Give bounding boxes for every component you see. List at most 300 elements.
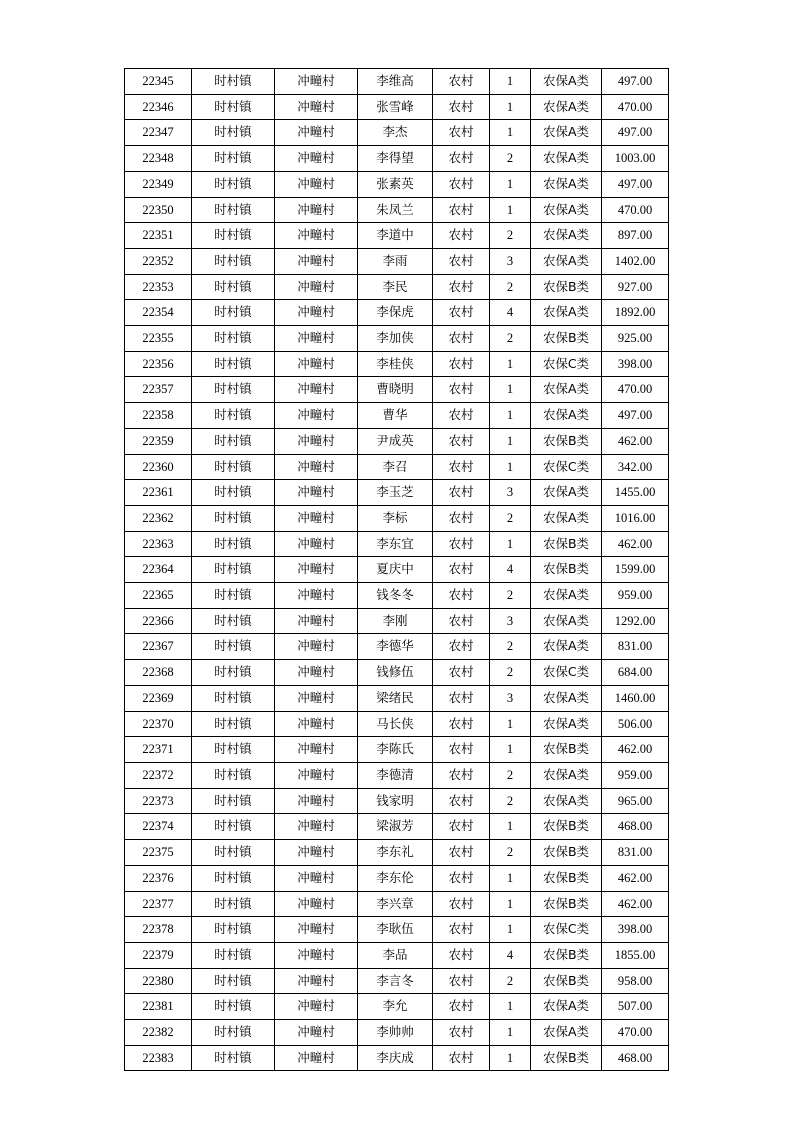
cell-id: 22354	[125, 300, 192, 326]
cell-household-type: 农村	[433, 505, 490, 531]
cell-id: 22381	[125, 994, 192, 1020]
cell-amount: 965.00	[602, 788, 669, 814]
cell-name: 钱冬冬	[358, 583, 433, 609]
cell-household-type: 农村	[433, 840, 490, 866]
table-row	[125, 968, 669, 994]
table-row	[125, 788, 669, 814]
cell-category: 农保A类	[531, 505, 602, 531]
cell-person-count: 1	[490, 737, 531, 763]
cell-household-type: 农村	[433, 968, 490, 994]
cell-village: 冲疃村	[275, 94, 358, 120]
cell-village: 冲疃村	[275, 69, 358, 95]
cell-town: 时村镇	[192, 788, 275, 814]
cell-village: 冲疃村	[275, 814, 358, 840]
cell-household-type: 农村	[433, 994, 490, 1020]
cell-household-type: 农村	[433, 146, 490, 172]
cell-name: 李耿伍	[358, 917, 433, 943]
cell-amount: 462.00	[602, 891, 669, 917]
cell-amount: 462.00	[602, 428, 669, 454]
cell-name: 李得望	[358, 146, 433, 172]
cell-town: 时村镇	[192, 428, 275, 454]
cell-household-type: 农村	[433, 531, 490, 557]
cell-amount: 497.00	[602, 69, 669, 95]
cell-category: 农保A类	[531, 197, 602, 223]
table-row	[125, 351, 669, 377]
cell-town: 时村镇	[192, 994, 275, 1020]
cell-household-type: 农村	[433, 428, 490, 454]
cell-id: 22367	[125, 634, 192, 660]
cell-village: 冲疃村	[275, 505, 358, 531]
cell-village: 冲疃村	[275, 865, 358, 891]
cell-household-type: 农村	[433, 891, 490, 917]
cell-name: 李召	[358, 454, 433, 480]
cell-name: 李陈氏	[358, 737, 433, 763]
cell-household-type: 农村	[433, 197, 490, 223]
table-row	[125, 994, 669, 1020]
cell-amount: 684.00	[602, 660, 669, 686]
cell-id: 22359	[125, 428, 192, 454]
cell-village: 冲疃村	[275, 223, 358, 249]
cell-town: 时村镇	[192, 762, 275, 788]
table-row	[125, 146, 669, 172]
cell-amount: 462.00	[602, 531, 669, 557]
cell-category: 农保A类	[531, 403, 602, 429]
table-row	[125, 120, 669, 146]
cell-name: 李德华	[358, 634, 433, 660]
cell-category: 农保B类	[531, 737, 602, 763]
cell-id: 22347	[125, 120, 192, 146]
cell-id: 22360	[125, 454, 192, 480]
cell-village: 冲疃村	[275, 737, 358, 763]
cell-name: 李玉芝	[358, 480, 433, 506]
cell-village: 冲疃村	[275, 171, 358, 197]
cell-person-count: 1	[490, 351, 531, 377]
table-row	[125, 865, 669, 891]
subsidy-table	[124, 68, 669, 1071]
cell-person-count: 1	[490, 94, 531, 120]
cell-id: 22357	[125, 377, 192, 403]
cell-amount: 470.00	[602, 197, 669, 223]
cell-town: 时村镇	[192, 197, 275, 223]
cell-town: 时村镇	[192, 1045, 275, 1071]
cell-name: 张素英	[358, 171, 433, 197]
cell-town: 时村镇	[192, 891, 275, 917]
cell-id: 22346	[125, 94, 192, 120]
cell-village: 冲疃村	[275, 1020, 358, 1046]
cell-village: 冲疃村	[275, 942, 358, 968]
cell-id: 22362	[125, 505, 192, 531]
cell-id: 22361	[125, 480, 192, 506]
cell-town: 时村镇	[192, 711, 275, 737]
cell-person-count: 2	[490, 505, 531, 531]
cell-category: 农保A类	[531, 583, 602, 609]
table-row	[125, 94, 669, 120]
cell-household-type: 农村	[433, 660, 490, 686]
cell-household-type: 农村	[433, 120, 490, 146]
cell-household-type: 农村	[433, 608, 490, 634]
cell-category: 农保A类	[531, 69, 602, 95]
cell-category: 农保C类	[531, 917, 602, 943]
cell-person-count: 1	[490, 711, 531, 737]
cell-category: 农保B类	[531, 274, 602, 300]
cell-name: 曹晓明	[358, 377, 433, 403]
cell-id: 22380	[125, 968, 192, 994]
cell-village: 冲疃村	[275, 454, 358, 480]
cell-name: 李东宜	[358, 531, 433, 557]
cell-category: 农保B类	[531, 840, 602, 866]
cell-person-count: 1	[490, 377, 531, 403]
cell-household-type: 农村	[433, 557, 490, 583]
cell-household-type: 农村	[433, 377, 490, 403]
cell-village: 冲疃村	[275, 403, 358, 429]
cell-person-count: 2	[490, 788, 531, 814]
cell-town: 时村镇	[192, 505, 275, 531]
cell-person-count: 4	[490, 300, 531, 326]
cell-village: 冲疃村	[275, 557, 358, 583]
cell-name: 李雨	[358, 248, 433, 274]
cell-category: 农保A类	[531, 762, 602, 788]
cell-name: 李杰	[358, 120, 433, 146]
cell-category: 农保A类	[531, 300, 602, 326]
cell-household-type: 农村	[433, 814, 490, 840]
cell-town: 时村镇	[192, 634, 275, 660]
cell-amount: 497.00	[602, 403, 669, 429]
table-row	[125, 454, 669, 480]
cell-household-type: 农村	[433, 917, 490, 943]
cell-village: 冲疃村	[275, 274, 358, 300]
cell-household-type: 农村	[433, 300, 490, 326]
cell-person-count: 3	[490, 480, 531, 506]
cell-id: 22348	[125, 146, 192, 172]
cell-town: 时村镇	[192, 120, 275, 146]
cell-name: 李加侠	[358, 326, 433, 352]
cell-id: 22350	[125, 197, 192, 223]
cell-id: 22370	[125, 711, 192, 737]
cell-name: 尹成英	[358, 428, 433, 454]
cell-amount: 959.00	[602, 583, 669, 609]
cell-amount: 1892.00	[602, 300, 669, 326]
cell-person-count: 2	[490, 840, 531, 866]
cell-name: 曹华	[358, 403, 433, 429]
cell-household-type: 农村	[433, 634, 490, 660]
table-row	[125, 377, 669, 403]
cell-name: 李维高	[358, 69, 433, 95]
cell-household-type: 农村	[433, 454, 490, 480]
cell-town: 时村镇	[192, 531, 275, 557]
cell-category: 农保B类	[531, 814, 602, 840]
cell-name: 李兴章	[358, 891, 433, 917]
cell-person-count: 2	[490, 583, 531, 609]
cell-village: 冲疃村	[275, 968, 358, 994]
cell-category: 农保B类	[531, 968, 602, 994]
cell-village: 冲疃村	[275, 711, 358, 737]
cell-amount: 1003.00	[602, 146, 669, 172]
cell-person-count: 3	[490, 248, 531, 274]
cell-id: 22373	[125, 788, 192, 814]
cell-id: 22374	[125, 814, 192, 840]
table-row	[125, 428, 669, 454]
cell-amount: 398.00	[602, 351, 669, 377]
cell-village: 冲疃村	[275, 300, 358, 326]
cell-village: 冲疃村	[275, 840, 358, 866]
cell-category: 农保A类	[531, 1020, 602, 1046]
cell-name: 李品	[358, 942, 433, 968]
cell-id: 22366	[125, 608, 192, 634]
cell-person-count: 1	[490, 171, 531, 197]
table-row	[125, 1045, 669, 1071]
cell-town: 时村镇	[192, 326, 275, 352]
cell-household-type: 农村	[433, 865, 490, 891]
cell-name: 朱凤兰	[358, 197, 433, 223]
cell-name: 钱修伍	[358, 660, 433, 686]
cell-amount: 1460.00	[602, 685, 669, 711]
cell-amount: 958.00	[602, 968, 669, 994]
cell-household-type: 农村	[433, 711, 490, 737]
cell-id: 22353	[125, 274, 192, 300]
cell-household-type: 农村	[433, 480, 490, 506]
table-row	[125, 531, 669, 557]
cell-amount: 342.00	[602, 454, 669, 480]
table-row	[125, 505, 669, 531]
cell-town: 时村镇	[192, 840, 275, 866]
cell-amount: 470.00	[602, 94, 669, 120]
cell-village: 冲疃村	[275, 762, 358, 788]
cell-person-count: 1	[490, 454, 531, 480]
cell-amount: 831.00	[602, 840, 669, 866]
cell-town: 时村镇	[192, 814, 275, 840]
cell-household-type: 农村	[433, 171, 490, 197]
cell-household-type: 农村	[433, 94, 490, 120]
table-row	[125, 274, 669, 300]
cell-name: 李允	[358, 994, 433, 1020]
cell-id: 22382	[125, 1020, 192, 1046]
cell-id: 22378	[125, 917, 192, 943]
cell-category: 农保A类	[531, 994, 602, 1020]
cell-category: 农保B类	[531, 326, 602, 352]
cell-person-count: 1	[490, 531, 531, 557]
cell-town: 时村镇	[192, 223, 275, 249]
cell-amount: 497.00	[602, 171, 669, 197]
cell-town: 时村镇	[192, 69, 275, 95]
cell-name: 梁淑芳	[358, 814, 433, 840]
cell-person-count: 1	[490, 1020, 531, 1046]
table-row	[125, 557, 669, 583]
table-row	[125, 814, 669, 840]
cell-person-count: 1	[490, 69, 531, 95]
table-row	[125, 326, 669, 352]
cell-town: 时村镇	[192, 94, 275, 120]
table-row	[125, 891, 669, 917]
table-row	[125, 171, 669, 197]
cell-village: 冲疃村	[275, 608, 358, 634]
cell-name: 李保虎	[358, 300, 433, 326]
cell-name: 李庆成	[358, 1045, 433, 1071]
table-row	[125, 223, 669, 249]
cell-town: 时村镇	[192, 608, 275, 634]
cell-person-count: 2	[490, 326, 531, 352]
cell-person-count: 2	[490, 146, 531, 172]
cell-person-count: 3	[490, 685, 531, 711]
cell-amount: 897.00	[602, 223, 669, 249]
table-row	[125, 762, 669, 788]
table-row	[125, 197, 669, 223]
table-row	[125, 942, 669, 968]
cell-town: 时村镇	[192, 583, 275, 609]
cell-category: 农保A类	[531, 480, 602, 506]
cell-id: 22352	[125, 248, 192, 274]
cell-town: 时村镇	[192, 403, 275, 429]
cell-name: 李民	[358, 274, 433, 300]
cell-amount: 927.00	[602, 274, 669, 300]
cell-amount: 470.00	[602, 1020, 669, 1046]
cell-name: 李标	[358, 505, 433, 531]
cell-village: 冲疃村	[275, 326, 358, 352]
cell-household-type: 农村	[433, 1020, 490, 1046]
cell-id: 22379	[125, 942, 192, 968]
cell-id: 22368	[125, 660, 192, 686]
cell-village: 冲疃村	[275, 120, 358, 146]
cell-town: 时村镇	[192, 146, 275, 172]
cell-person-count: 1	[490, 994, 531, 1020]
cell-village: 冲疃村	[275, 660, 358, 686]
cell-name: 李东伦	[358, 865, 433, 891]
cell-household-type: 农村	[433, 788, 490, 814]
cell-category: 农保B类	[531, 531, 602, 557]
table-row	[125, 685, 669, 711]
table-row	[125, 300, 669, 326]
cell-town: 时村镇	[192, 917, 275, 943]
cell-category: 农保A类	[531, 171, 602, 197]
cell-category: 农保A类	[531, 711, 602, 737]
cell-person-count: 1	[490, 1045, 531, 1071]
cell-id: 22356	[125, 351, 192, 377]
cell-name: 李刚	[358, 608, 433, 634]
cell-person-count: 2	[490, 274, 531, 300]
cell-town: 时村镇	[192, 1020, 275, 1046]
table-row	[125, 840, 669, 866]
cell-household-type: 农村	[433, 1045, 490, 1071]
cell-town: 时村镇	[192, 865, 275, 891]
cell-person-count: 4	[490, 942, 531, 968]
cell-id: 22372	[125, 762, 192, 788]
cell-id: 22375	[125, 840, 192, 866]
table-row	[125, 480, 669, 506]
cell-amount: 497.00	[602, 120, 669, 146]
cell-household-type: 农村	[433, 583, 490, 609]
cell-category: 农保A类	[531, 223, 602, 249]
cell-person-count: 1	[490, 917, 531, 943]
cell-household-type: 农村	[433, 248, 490, 274]
cell-town: 时村镇	[192, 660, 275, 686]
cell-person-count: 1	[490, 403, 531, 429]
cell-amount: 470.00	[602, 377, 669, 403]
cell-amount: 925.00	[602, 326, 669, 352]
cell-household-type: 农村	[433, 737, 490, 763]
cell-town: 时村镇	[192, 454, 275, 480]
cell-town: 时村镇	[192, 300, 275, 326]
cell-town: 时村镇	[192, 480, 275, 506]
cell-name: 钱家明	[358, 788, 433, 814]
cell-name: 李帅帅	[358, 1020, 433, 1046]
table-row	[125, 711, 669, 737]
cell-category: 农保A类	[531, 120, 602, 146]
cell-village: 冲疃村	[275, 248, 358, 274]
cell-person-count: 2	[490, 634, 531, 660]
cell-category: 农保B类	[531, 891, 602, 917]
cell-amount: 1292.00	[602, 608, 669, 634]
cell-name: 李德清	[358, 762, 433, 788]
cell-household-type: 农村	[433, 69, 490, 95]
cell-category: 农保A类	[531, 377, 602, 403]
cell-household-type: 农村	[433, 223, 490, 249]
cell-town: 时村镇	[192, 685, 275, 711]
cell-category: 农保C类	[531, 660, 602, 686]
table-row	[125, 248, 669, 274]
cell-village: 冲疃村	[275, 583, 358, 609]
cell-person-count: 1	[490, 891, 531, 917]
cell-amount: 1455.00	[602, 480, 669, 506]
cell-name: 李东礼	[358, 840, 433, 866]
cell-category: 农保C类	[531, 454, 602, 480]
cell-village: 冲疃村	[275, 994, 358, 1020]
cell-category: 农保A类	[531, 94, 602, 120]
cell-name: 夏庆中	[358, 557, 433, 583]
cell-amount: 1016.00	[602, 505, 669, 531]
table-row	[125, 583, 669, 609]
cell-village: 冲疃村	[275, 788, 358, 814]
cell-amount: 507.00	[602, 994, 669, 1020]
table-body	[125, 69, 669, 1071]
table-row	[125, 1020, 669, 1046]
cell-person-count: 2	[490, 223, 531, 249]
cell-amount: 462.00	[602, 865, 669, 891]
cell-household-type: 农村	[433, 351, 490, 377]
table-row	[125, 660, 669, 686]
cell-person-count: 3	[490, 608, 531, 634]
cell-person-count: 1	[490, 865, 531, 891]
cell-category: 农保B类	[531, 557, 602, 583]
cell-household-type: 农村	[433, 685, 490, 711]
cell-village: 冲疃村	[275, 685, 358, 711]
cell-village: 冲疃村	[275, 480, 358, 506]
cell-amount: 462.00	[602, 737, 669, 763]
cell-village: 冲疃村	[275, 1045, 358, 1071]
cell-town: 时村镇	[192, 274, 275, 300]
cell-town: 时村镇	[192, 377, 275, 403]
cell-village: 冲疃村	[275, 146, 358, 172]
cell-town: 时村镇	[192, 171, 275, 197]
table-row	[125, 634, 669, 660]
table-row	[125, 917, 669, 943]
cell-household-type: 农村	[433, 942, 490, 968]
cell-person-count: 1	[490, 428, 531, 454]
cell-person-count: 2	[490, 968, 531, 994]
cell-category: 农保A类	[531, 248, 602, 274]
cell-id: 22355	[125, 326, 192, 352]
cell-name: 张雪峰	[358, 94, 433, 120]
cell-id: 22383	[125, 1045, 192, 1071]
cell-name: 梁绪民	[358, 685, 433, 711]
table-row	[125, 403, 669, 429]
cell-household-type: 农村	[433, 762, 490, 788]
cell-category: 农保A类	[531, 608, 602, 634]
cell-category: 农保A类	[531, 634, 602, 660]
cell-category: 农保B类	[531, 942, 602, 968]
cell-name: 马长侠	[358, 711, 433, 737]
cell-id: 22358	[125, 403, 192, 429]
cell-amount: 398.00	[602, 917, 669, 943]
cell-amount: 1599.00	[602, 557, 669, 583]
